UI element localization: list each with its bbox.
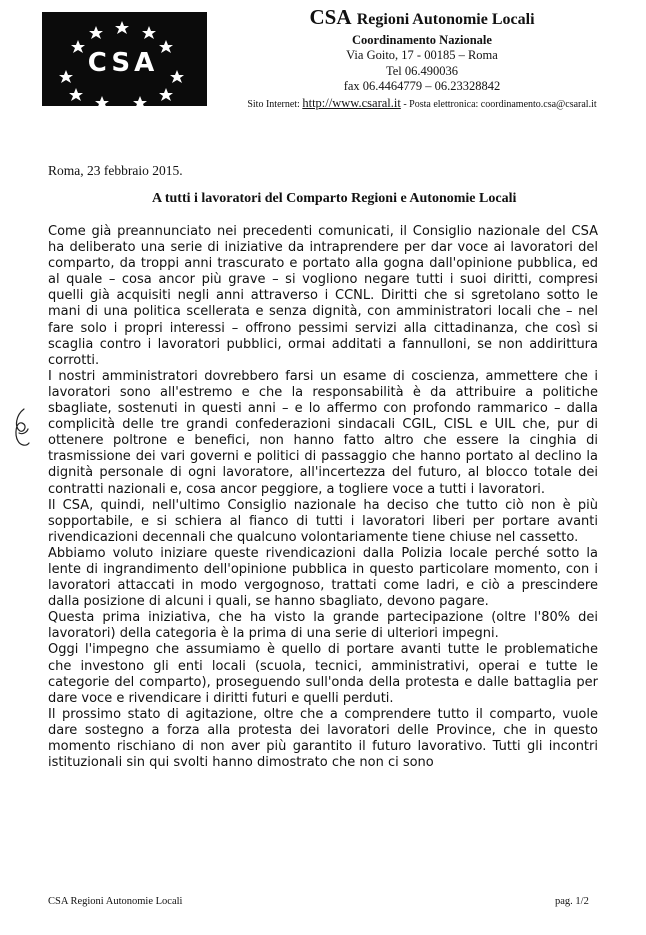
footer-org: CSA Regioni Autonomie Locali xyxy=(48,896,183,907)
org-address: Via Goito, 17 - 00185 – Roma xyxy=(346,48,498,62)
body-paragraph: Questa prima iniziativa, che ha visto la grande partecipazione (oltre l'80% dei lavoratori) della categoria è la prima di una serie di ulteriori impegni. xyxy=(48,610,598,642)
website-link[interactable]: http://www.csaral.it xyxy=(302,95,401,110)
body-paragraph: Abbiamo voluto iniziare queste rivendicazioni dalla Polizia locale perché sotto la lente di ingrandimento dell'opinione pubblica in questo particolare momento, con i lavoratori attaccati in modo vergognoso, trattati come ladri, e ciò a prescindere dalla posizione di alcuni i quali, se hanno sbagliato, devono pagare. xyxy=(48,545,598,610)
body-paragraph: Il CSA, quindi, nell'ultimo Consiglio nazionale ha deciso che tutto ciò non è più sopportabile, e si schiera al fianco di tutti i lavoratori liberi per portare avanti rivendicazioni decennali che qualcuno volontariamente tiene chiuse nel cassetto. xyxy=(48,497,598,545)
org-phone: Tel 06.490036 xyxy=(385,63,459,78)
letter-date: Roma, 23 febbraio 2015. xyxy=(48,163,183,178)
org-name-bold: CSA xyxy=(309,5,352,29)
org-contacts xyxy=(212,96,632,112)
letter-subject: A tutti i lavoratori del Comparto Regioni e Autonomie Locali xyxy=(152,191,517,206)
org-subtitle: Coordinamento Nazionale xyxy=(352,33,492,47)
letterhead xyxy=(212,5,632,112)
body-paragraph: I nostri amministratori dovrebbero farsi un esame di coscienza, ammettere che i lavoratori sono all'estremo e che la responsabilità è da attribuire a politiche sbagliate, sostenuti in questi anni – e lo affermo con profondo rammarico – dalla complicità delle tre grandi confederazioni sindacali CGIL, CISL e UIL che, pur di ottenere poltrone e benefici, non hanno fatto altro che essere la cinghia di trasmissione dei vari governi e politici di passaggio che hanno portato al declino la dignità personale di ogni lavoratore, all'incertezza del futuro, al blocco totale dei contratti nazionali e, cosa ancor peggiore, a togliere voce a tutti i lavoratori. xyxy=(48,368,598,497)
body-paragraph: Oggi l'impegno che assumiamo è quello di portare avanti tutte le problematiche che investono gli enti locali (scuola, tecnici, amministrativi, operai e tutte le categorie del comparto), proseguendo sull'onda della protesta e dalle battaglia per dare voce e rivendicare i diritti futuri e quelli perduti. xyxy=(48,642,598,706)
letter-body xyxy=(48,224,598,771)
logo-graphic xyxy=(42,12,207,106)
site-label: Sito Internet: xyxy=(247,98,300,110)
page-number: pag. 1/2 xyxy=(555,896,589,907)
org-title xyxy=(212,5,632,32)
email-label: - Posta elettronica: coordinamento.csa@csaral.it xyxy=(403,98,597,110)
csa-logo xyxy=(42,12,207,106)
body-paragraph: Il prossimo stato di agitazione, oltre che a comprendere tutto il comparto, vuole dare sostegno a forza alla protesta dei lavoratori delle Province, che in questo momento rischiano di non aver più garantito il futuro lavorativo. Tutti gli incontri istituzionali sin qui svolti hanno dimostrato che non ci sono xyxy=(48,706,598,771)
logo-text: CSA xyxy=(87,48,159,78)
body-paragraph: Come già preannunciato nei precedenti comunicati, il Consiglio nazionale del CSA ha deliberato una serie di iniziative da intraprendere per dar voce ai lavoratori del comparto, da troppi anni trascurato e portato alla gogna dall'opinione pubblica, ed al quale – cosa ancor più grave – si vogliono negare tutti i suoi diritti, compresi quelli già acquisiti negli anni attraverso i CCNL. Diritti che si sgretolano sotto le mani di una politica scellerata e senza dignità, con amministratori locali che – nel fare solo i propri interessi – offrono pessimi servizi alla cittadinanza, che così si scaglia contro i lavoratori pubblici, ormai additati a fannulloni, se non addirittura corrotti. xyxy=(48,224,598,368)
org-name-rest: Regioni Autonomie Locali xyxy=(356,11,535,28)
handwritten-initials xyxy=(10,405,34,456)
org-fax: fax 06.4464779 – 06.23328842 xyxy=(343,79,501,93)
